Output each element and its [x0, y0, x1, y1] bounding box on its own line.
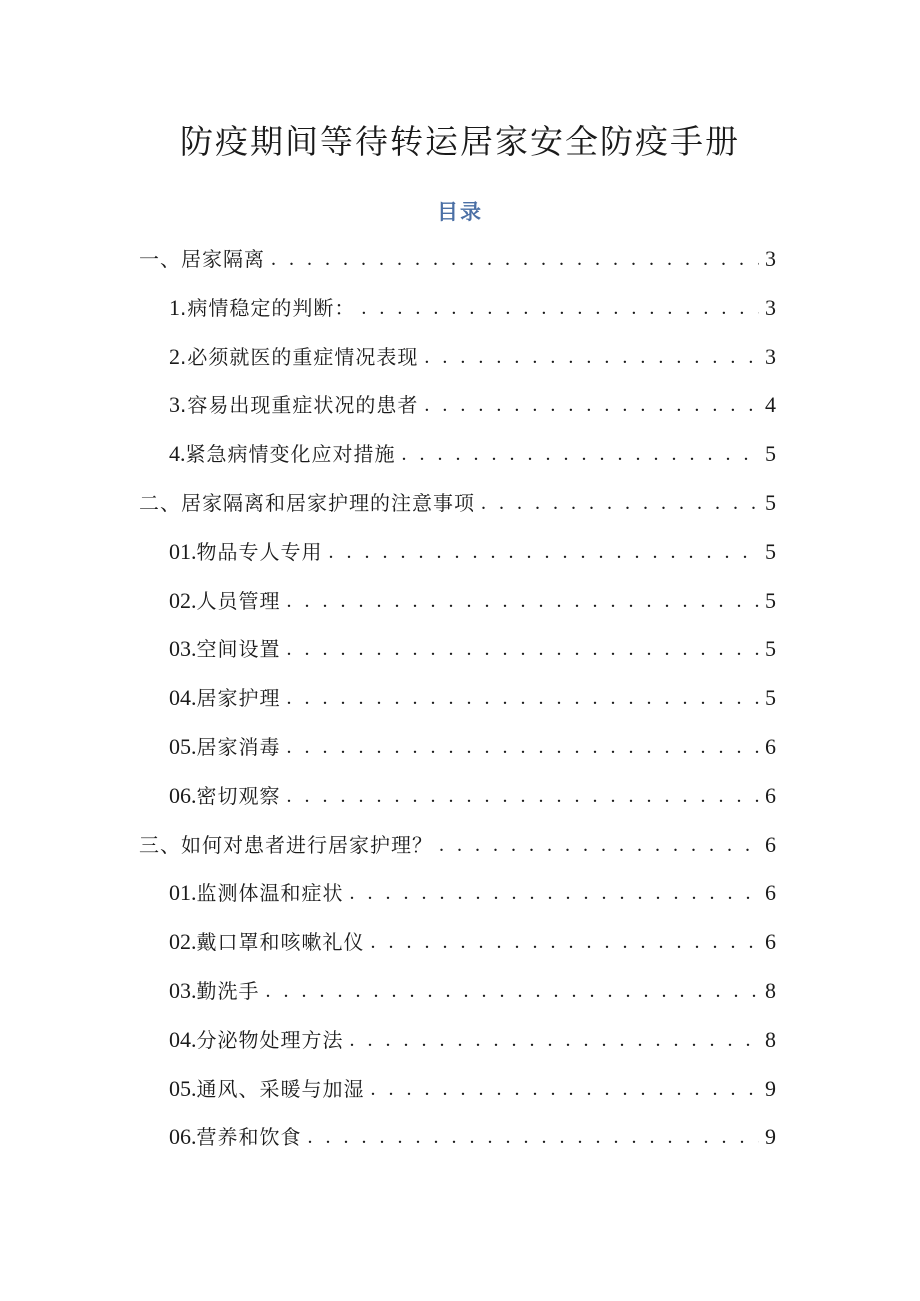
toc-entry-label: .必须就医的重症情况表现: [180, 345, 419, 369]
toc-dot-leader: [308, 1122, 760, 1152]
toc-entry-label: 密切观察: [196, 784, 281, 808]
toc-entry[interactable]: [169, 586, 777, 616]
toc-dot-leader: [424, 390, 759, 420]
toc-entry-page-number: 8: [765, 1027, 777, 1052]
toc-entry[interactable]: [169, 537, 777, 567]
toc-entry-number: 02.: [169, 929, 197, 954]
toc-entry-number: 2: [169, 344, 180, 369]
toc-dot-leader: [329, 537, 760, 567]
toc-entry[interactable]: [169, 976, 777, 1006]
toc-entry-number: 04.: [169, 1027, 197, 1052]
toc-entry[interactable]: [169, 1025, 777, 1055]
toc-entry-page-number: 5: [765, 539, 777, 564]
toc-entry[interactable]: [169, 927, 777, 957]
document-title: 防疫期间等待转运居家安全防疫手册: [180, 122, 740, 161]
toc-entry-page-number: 3: [765, 295, 777, 320]
toc-entry-label: 空间设置: [196, 637, 281, 661]
toc-dot-leader: [287, 732, 760, 762]
toc-entry[interactable]: [169, 293, 777, 323]
toc-dot-leader: [371, 927, 760, 957]
toc-entry-label: 紧急病情变化应对措施: [185, 442, 396, 466]
toc-dot-leader: [350, 1025, 760, 1055]
toc-entry-page-number: 8: [765, 978, 777, 1003]
toc-dot-leader: [287, 781, 760, 811]
toc-entry-label: 二、居家隔离和居家护理的注意事项: [139, 491, 475, 515]
toc-entry-number: 03.: [169, 636, 197, 661]
toc-entry[interactable]: [169, 439, 777, 469]
toc-entry-label: 营养和饮食: [196, 1125, 302, 1149]
toc-entry-label: 通风、采暖与加湿: [196, 1077, 365, 1101]
toc-entry-number: 4.: [169, 441, 186, 466]
toc-dot-leader: [266, 976, 760, 1006]
toc-entry-page-number: 6: [765, 880, 777, 905]
toc-dot-leader: [439, 830, 759, 860]
toc-entry-page-number: 9: [765, 1124, 777, 1149]
toc-entry-label: 居家护理: [196, 686, 281, 710]
toc-entry-number: 05.: [169, 1076, 197, 1101]
toc-dot-leader: [287, 683, 760, 713]
toc-entry-number: 3: [169, 392, 180, 417]
toc-entry[interactable]: [169, 732, 777, 762]
toc-entry-label: 分泌物处理方法: [196, 1028, 344, 1052]
toc-entry-page-number: 5: [765, 636, 777, 661]
toc-entry-label: 戴口罩和咳嗽礼仪: [196, 930, 365, 954]
toc-dot-leader: [481, 488, 759, 518]
toc-entry-page-number: 6: [765, 832, 777, 857]
toc-entry[interactable]: [169, 1122, 777, 1152]
toc-entry-number: 01.: [169, 880, 197, 905]
toc-entry[interactable]: [169, 878, 777, 908]
toc-entry-number: 02.: [169, 588, 197, 613]
toc-entry-label: 物品专人专用: [196, 540, 323, 564]
toc-entry[interactable]: [139, 830, 777, 860]
toc-entry[interactable]: [139, 244, 777, 274]
toc-dot-leader: [371, 1074, 760, 1104]
toc-entry-label: 监测体温和症状: [196, 881, 344, 905]
toc-entry-number: 06.: [169, 783, 197, 808]
toc-entry-label: 居家消毒: [196, 735, 281, 759]
toc-entry-number: 01.: [169, 539, 197, 564]
toc-dot-leader: [287, 586, 760, 616]
toc-entry[interactable]: [169, 781, 777, 811]
toc-entry-page-number: 5: [765, 490, 777, 515]
toc-entry-label: .病情稳定的判断：: [180, 296, 356, 320]
toc-entry-number: 04.: [169, 685, 197, 710]
toc-entry[interactable]: [169, 683, 777, 713]
toc-entry[interactable]: [139, 488, 777, 518]
toc-entry[interactable]: [169, 1074, 777, 1104]
toc-dot-leader: [402, 439, 760, 469]
toc-entry-label: 一、居家隔离: [139, 247, 265, 271]
toc-dot-leader: [271, 244, 759, 274]
toc-entry-page-number: 6: [765, 929, 777, 954]
toc-entry-page-number: 9: [765, 1076, 777, 1101]
toc-entry-number: 1: [169, 295, 180, 320]
toc-entry[interactable]: [169, 342, 777, 372]
toc-heading: 目录: [437, 200, 483, 224]
toc-entry-number: 06.: [169, 1124, 197, 1149]
toc-entry-number: 05.: [169, 734, 197, 759]
toc-entry-page-number: 5: [765, 588, 777, 613]
toc-entry-number: 03.: [169, 978, 197, 1003]
toc-dot-leader: [287, 634, 760, 664]
toc-dot-leader: [361, 293, 759, 323]
toc-entry-page-number: 6: [765, 734, 777, 759]
toc-entry-page-number: 6: [765, 783, 777, 808]
toc-dot-leader: [350, 878, 760, 908]
toc-entry-label: 人员管理: [196, 589, 281, 613]
toc-entry-label: 勤洗手: [196, 979, 260, 1003]
toc-entry[interactable]: [169, 634, 777, 664]
toc-entry-label: .容易出现重症状况的患者: [180, 393, 419, 417]
toc-entry-page-number: 5: [765, 441, 777, 466]
toc-entry-page-number: 5: [765, 685, 777, 710]
toc-entry-page-number: 4: [765, 392, 777, 417]
toc-entry-label: 三、如何对患者进行居家护理？: [139, 833, 433, 857]
toc-entry-page-number: 3: [765, 344, 777, 369]
toc-entry[interactable]: [169, 390, 777, 420]
toc-dot-leader: [424, 342, 759, 372]
toc-entry-page-number: 3: [765, 246, 777, 271]
